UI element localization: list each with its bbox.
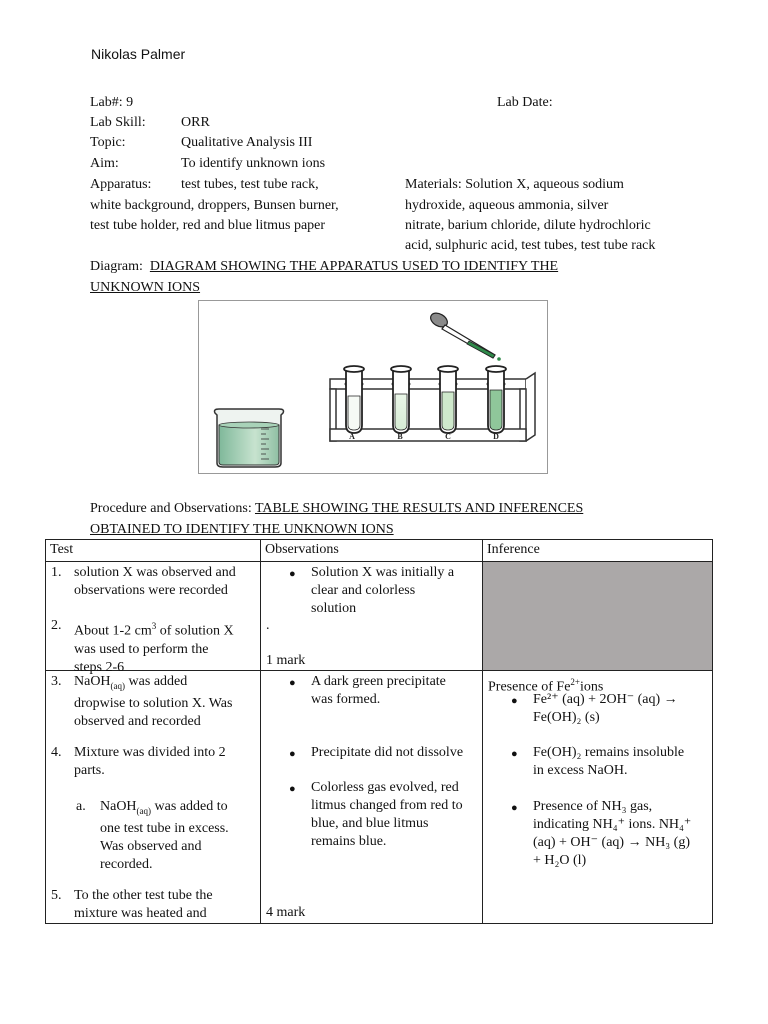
tube-label-a: A: [349, 432, 355, 441]
bullet-icon: ●: [289, 783, 296, 795]
aim-value: To identify unknown ions: [181, 156, 326, 171]
topic-label: Topic:: [90, 135, 126, 150]
diagram-heading: [90, 257, 558, 277]
observation-dot: .: [266, 618, 270, 633]
observation-line: remains blue.: [311, 834, 387, 849]
observation-line: Colorless gas evolved, red: [311, 780, 459, 795]
apparatus-line: test tube holder, red and blue litmus paper: [90, 218, 326, 233]
mark-label: 1 mark: [266, 653, 306, 668]
beaker: [215, 409, 284, 467]
step-line: recorded.: [100, 856, 153, 872]
observation-text: [311, 564, 476, 618]
table-row: [46, 562, 713, 671]
results-table: [45, 539, 713, 924]
step-line: observations were recorded: [74, 583, 228, 598]
subscript: (aq): [110, 680, 126, 691]
step-line: [74, 617, 256, 641]
step-line: dropwise to solution X. Was: [74, 695, 233, 711]
step-line: To the other test tube the: [74, 888, 213, 903]
observation-line: blue, and blue litmus: [311, 816, 429, 831]
test-cell: [46, 671, 261, 924]
step-line: parts.: [74, 763, 105, 778]
aim-label: Aim:: [90, 156, 119, 171]
procedure-heading: [90, 499, 583, 519]
step-line-part: of solution X: [156, 623, 234, 639]
observation-text: [311, 779, 476, 851]
observations-cell: [261, 671, 483, 924]
step-line: Was observed and: [100, 838, 202, 854]
diagram-title: DIAGRAM SHOWING THE APPARATUS USED TO IDENTIFY THE: [149, 259, 559, 274]
diagram-title-continued: UNKNOWN IONS: [90, 280, 201, 295]
step-number: 1.: [51, 565, 62, 580]
tube-label-b: B: [397, 432, 403, 441]
inference-cell-shaded: [483, 562, 713, 671]
step-number: 2.: [51, 618, 62, 633]
observations-cell: [261, 562, 483, 671]
bullet-icon: ●: [511, 748, 518, 760]
inference-line: Fe(OH)₂ (s): [533, 710, 600, 725]
observation-line: A dark green precipitate: [311, 674, 446, 689]
step-line-part: was added to: [151, 799, 228, 814]
step-number: 4.: [51, 745, 62, 760]
table-header-row: [46, 540, 713, 562]
lab-number: Lab#: 9: [90, 95, 134, 110]
inference-text: [533, 744, 706, 780]
observation-line: clear and colorless: [311, 583, 416, 598]
observation-line: Precipitate did not dissolve: [311, 745, 464, 760]
inference-cell: [483, 671, 713, 924]
step-text: [74, 617, 256, 677]
diagram-label: Diagram:: [90, 259, 143, 274]
inference-line: Fe²⁺ (aq) + 2OH⁻ (aq) →: [533, 692, 678, 707]
table-title: TABLE SHOWING THE RESULTS AND INFERENCES: [254, 501, 584, 516]
inference-line: + H₂O (l): [533, 853, 587, 868]
step-number: a.: [76, 799, 86, 814]
inference-text: [533, 691, 706, 727]
materials-line: nitrate, barium chloride, dilute hydrochloric: [405, 218, 651, 233]
step-line: was used to perform the: [74, 641, 209, 657]
topic-value: Qualitative Analysis III: [181, 135, 313, 150]
test-tube-a: [344, 366, 364, 433]
bullet-icon: ●: [289, 568, 296, 580]
tube-label-c: C: [445, 432, 451, 441]
step-text: [74, 744, 256, 780]
observation-text: [311, 744, 476, 762]
mark-label: 4 mark: [266, 905, 306, 920]
author-name: Nikolas Palmer: [91, 46, 186, 62]
tube-label-d: D: [493, 432, 499, 441]
step-line-part: was added: [125, 674, 188, 689]
lab-skill-label: Lab Skill:: [90, 115, 146, 130]
test-cell: [46, 562, 261, 675]
step-line: Mixture was divided into 2: [74, 745, 226, 760]
table-title-continued: OBTAINED TO IDENTIFY THE UNKNOWN IONS: [90, 522, 394, 537]
bullet-icon: ●: [289, 748, 296, 760]
step-number: 3.: [51, 674, 62, 689]
dropper: [428, 310, 501, 360]
step-line: mixture was heated and: [74, 906, 207, 921]
apparatus-line: test tubes, test tube rack,: [181, 177, 319, 192]
step-number: 5.: [51, 888, 62, 903]
header-inference: Inference: [483, 540, 713, 562]
inference-line: Fe(OH)₂ remains insoluble: [533, 745, 685, 760]
step-text: [74, 564, 256, 600]
apparatus-illustration: [199, 301, 547, 473]
step-line: one test tube in excess.: [100, 820, 229, 836]
step-line: solution X was observed and: [74, 565, 236, 580]
inference-part: ions: [580, 679, 604, 695]
materials-line: Materials: Solution X, aqueous sodium: [405, 177, 624, 192]
step-line-part: NaOH: [74, 674, 111, 689]
bullet-icon: ●: [511, 695, 518, 707]
inference-line: in excess NaOH.: [533, 763, 628, 778]
inference-line: (aq) + OH⁻ (aq) → NH₃ (g): [533, 835, 691, 850]
table-row: [46, 671, 713, 924]
step-line: [100, 798, 256, 820]
apparatus-label: Apparatus:: [90, 177, 152, 192]
step-line: observed and recorded: [74, 713, 201, 729]
materials-line: acid, sulphuric acid, test tubes, test tube rack: [405, 238, 656, 253]
step-text: [74, 887, 256, 923]
materials-line: hydroxide, aqueous ammonia, silver: [405, 198, 609, 213]
inference-text: [533, 798, 706, 870]
superscript: 3: [151, 621, 157, 631]
step-line-part: NaOH: [100, 799, 137, 814]
observation-line: Solution X was initially a: [311, 565, 455, 580]
apparatus-line: white background, droppers, Bunsen burner,: [90, 198, 339, 213]
observation-line: litmus changed from red to: [311, 798, 463, 813]
bullet-icon: ●: [511, 802, 518, 814]
header-test: Test: [46, 540, 261, 562]
observation-line: was formed.: [311, 692, 381, 707]
test-tube-c: [438, 366, 458, 433]
step-text: [74, 673, 256, 731]
bullet-icon: ●: [289, 677, 296, 689]
apparatus-diagram: [198, 300, 548, 474]
lab-skill-value: ORR: [181, 115, 210, 130]
test-tube-b: [391, 366, 411, 433]
inference-line: indicating NH₄⁺ ions. NH₄⁺: [533, 817, 692, 832]
inference-line: Presence of NH₃ gas,: [533, 799, 653, 814]
test-tube-d: [486, 366, 506, 433]
subscript: (aq): [136, 805, 152, 816]
step-text: [100, 798, 256, 874]
observation-line: solution: [311, 601, 357, 616]
lab-date-label: Lab Date:: [497, 95, 553, 110]
superscript: 2+: [570, 677, 580, 687]
procedure-label: Procedure and Observations:: [90, 501, 252, 516]
step-line: steps 2-6: [74, 659, 125, 675]
inference-part: Presence of Fe: [488, 679, 571, 695]
step-line-part: About 1-2 cm: [74, 623, 152, 639]
step-line: [74, 673, 256, 695]
header-observations: Observations: [261, 540, 483, 562]
observation-text: [311, 673, 476, 709]
